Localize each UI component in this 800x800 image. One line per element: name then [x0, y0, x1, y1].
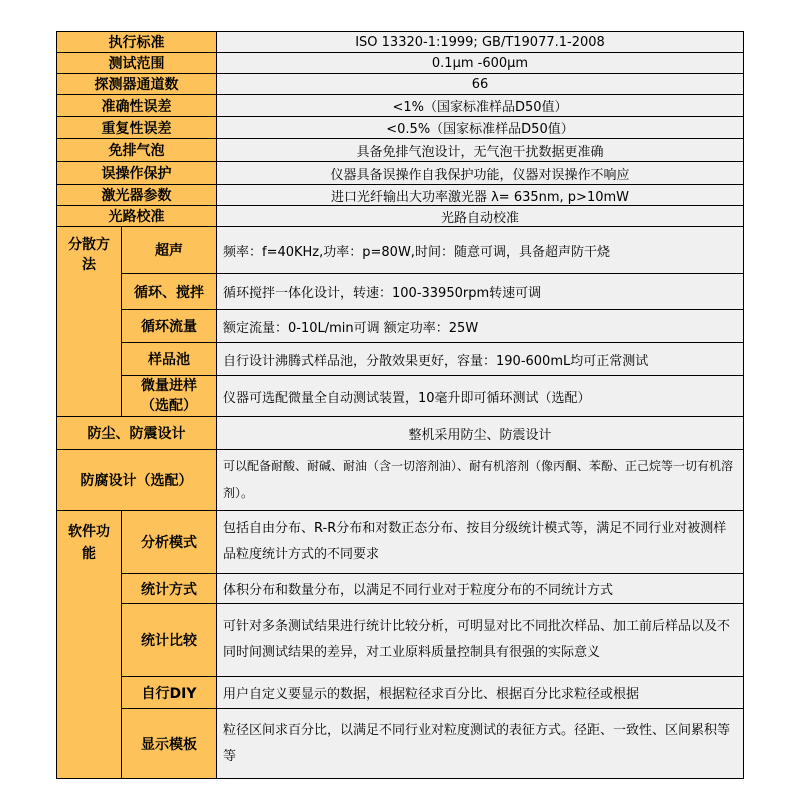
table-row [57, 162, 744, 185]
table-row [57, 376, 744, 417]
row-value: 体积分布和数量分布，以满足不同行业对于粒度分布的不同统计方式 [217, 574, 744, 604]
row-label: 探测器通道数 [57, 74, 217, 95]
row-value: 66 [217, 74, 744, 95]
row-label: 统计比较 [122, 604, 217, 677]
dispersion-group-label: 分散方法 [57, 227, 122, 417]
row-value: 额定流量：0-10L/min可调 额定功率：25W [217, 310, 744, 343]
row-label: 光路校准 [57, 206, 217, 227]
row-label: 循环流量 [122, 310, 217, 343]
table-row [57, 310, 744, 343]
table-row [57, 227, 744, 274]
table-row [57, 53, 744, 74]
row-value: 仪器可选配微量全自动测试装置，10毫升即可循环测试（选配） [217, 376, 744, 417]
row-value: 频率：f=40KHz,功率：p=80W,时间：随意可调，具备超声防干烧 [217, 227, 744, 274]
row-label: 激光器参数 [57, 185, 217, 206]
row-label: 防尘、防震设计 [57, 417, 217, 450]
row-label: 分析模式 [122, 511, 217, 574]
row-value: 可以配备耐酸、耐碱、耐油（含一切溶剂油）、耐有机溶剂（像丙酮、苯酚、正己烷等一切有机溶剂）。 [217, 450, 744, 511]
row-value: 包括自由分布、R-R分布和对数正态分布、按目分级统计模式等，满足不同行业对被测样品粒度统计方式的不同要求 [217, 511, 744, 574]
row-label: 显示模板 [122, 709, 217, 779]
row-value: <0.5%（国家标准样品D50值） [217, 117, 744, 139]
row-value: 整机采用防尘、防震设计 [217, 417, 744, 450]
row-value: 粒径区间求百分比，以满足不同行业对粒度测试的表征方式。径距、一致性、区间累积等等 [217, 709, 744, 779]
row-value: 可针对多条测试结果进行统计比较分析，可明显对比不同批次样品、加工前后样品以及不同时间测试结果的差异，对工业原料质量控制具有很强的实际意义 [217, 604, 744, 677]
row-value: 具备免排气泡设计，无气泡干扰数据更准确 [217, 139, 744, 162]
row-value: 自行设计沸腾式样品池，分散效果更好，容量：190-600mL均可正常测试 [217, 343, 744, 376]
table-row [57, 274, 744, 310]
row-label: 样品池 [122, 343, 217, 376]
row-label: 免排气泡 [57, 139, 217, 162]
row-label: 准确性误差 [57, 95, 217, 117]
row-value: <1%（国家标准样品D50值） [217, 95, 744, 117]
table-row [57, 417, 744, 450]
row-value: ISO 13320-1:1999; GB/T19077.1-2008 [217, 32, 744, 53]
row-label: 循环、搅拌 [122, 274, 217, 310]
table-row [57, 574, 744, 604]
row-label: 测试范围 [57, 53, 217, 74]
table-row [57, 709, 744, 779]
row-value: 用户自定义要显示的数据，根据粒径求百分比、根据百分比求粒径或根据 [217, 677, 744, 709]
row-label: 重复性误差 [57, 117, 217, 139]
row-value: 进口光纤输出大功率激光器 λ= 635nm, p>10mW [217, 185, 744, 206]
table-row [57, 74, 744, 95]
row-value: 0.1μm -600μm [217, 53, 744, 74]
row-value: 光路自动校准 [217, 206, 744, 227]
table-row [57, 511, 744, 574]
row-label: 防腐设计（选配） [57, 450, 217, 511]
table-row [57, 450, 744, 511]
table-row [57, 95, 744, 117]
row-value: 仪器具备误操作自我保护功能，仪器对误操作不响应 [217, 162, 744, 185]
table-row [57, 32, 744, 53]
row-label: 统计方式 [122, 574, 217, 604]
software-group-label: 软件功能 [57, 511, 122, 779]
table-row [57, 185, 744, 206]
table-row [57, 677, 744, 709]
table-row [57, 604, 744, 677]
table-row [57, 117, 744, 139]
table-row [57, 139, 744, 162]
row-label: 微量进样（选配） [122, 376, 217, 417]
row-label: 执行标准 [57, 32, 217, 53]
row-value: 循环搅拌一体化设计，转速：100-33950rpm转速可调 [217, 274, 744, 310]
row-label: 误操作保护 [57, 162, 217, 185]
spec-table [56, 31, 744, 779]
row-label: 超声 [122, 227, 217, 274]
table-row [57, 343, 744, 376]
table-row [57, 206, 744, 227]
row-label: 自行DIY [122, 677, 217, 709]
